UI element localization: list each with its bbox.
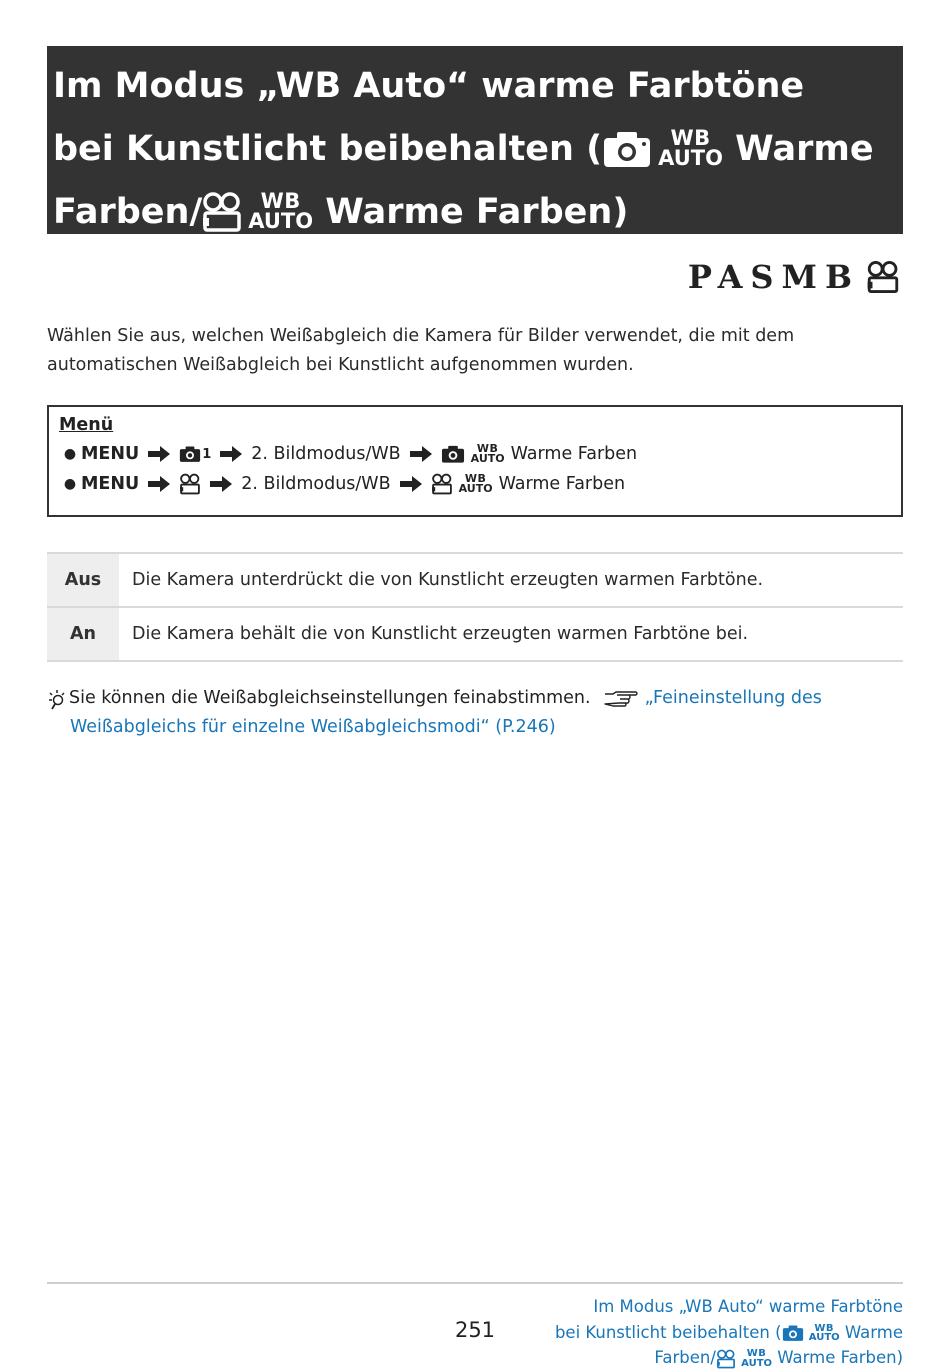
movie-camera-icon: [179, 473, 201, 495]
movie-mode-icon: [866, 260, 900, 294]
menu-keyword: MENU: [81, 474, 140, 494]
menu-title: Menü: [59, 415, 114, 435]
wb-auto-icon: WB AUTO: [458, 471, 493, 495]
arrow-right-icon: [399, 475, 423, 493]
camera-icon: [602, 129, 652, 169]
menu-item: 2. Bildmodus/WB: [251, 444, 401, 464]
pointing-hand-icon: [603, 690, 639, 708]
options-table: [47, 552, 903, 662]
title-line-3: Farben/ WB AUTO Warme Farben): [53, 189, 629, 233]
movie-camera-icon: [716, 1349, 736, 1369]
title-line-2: bei Kunstlicht beibehalten ( WB AUTO Warme: [53, 126, 874, 170]
camera-icon: [179, 445, 201, 463]
title-line-1: Im Modus „WB Auto“ warme Farbtöne: [53, 66, 805, 106]
bullet: ●: [63, 476, 77, 492]
bullet: ●: [63, 446, 77, 462]
movie-camera-icon: [431, 473, 453, 495]
option-key: An: [47, 607, 119, 661]
menu-setting: Warme Farben: [498, 474, 626, 494]
tip-note: [47, 684, 903, 742]
wb-auto-icon: WB AUTO: [741, 1348, 773, 1369]
arrow-right-icon: [147, 475, 171, 493]
menu-path-row: [59, 469, 891, 499]
menu-path-row: [59, 439, 891, 469]
option-description: Die Kamera behält die von Kunstlicht erzeugten warmen Farbtöne bei.: [119, 607, 903, 661]
arrow-right-icon: [409, 445, 433, 463]
menu-setting: Warme Farben: [510, 444, 638, 464]
movie-camera-icon: [202, 191, 242, 233]
camera-tab-number: 1: [202, 446, 212, 462]
arrow-right-icon: [209, 475, 233, 493]
table-row: [47, 553, 903, 607]
intro-text: Wählen Sie aus, welchen Weißabgleich die Kamera für Bilder verwendet, die mit dem automatischen Weißabgleich bei Kunstlicht aufgenommen wurden.: [47, 326, 795, 375]
option-description: Die Kamera unterdrückt die von Kunstlicht erzeugten warmen Farbtöne.: [119, 553, 903, 607]
wb-auto-icon: WB AUTO: [248, 189, 314, 233]
footer-section-link[interactable]: Im Modus „WB Auto“ warme Farbtöne bei Kunstlicht beibehalten ( WB AUTO Warme Farben/ WB AUTO Warme Farben): [554, 1297, 903, 1369]
wb-auto-icon: WB AUTO: [658, 126, 723, 170]
wb-auto-icon: WB AUTO: [470, 441, 505, 465]
menu-keyword: MENU: [81, 444, 140, 464]
footer-divider: [47, 1282, 903, 1284]
reference-link[interactable]: Weißabgleichs für einzelne Weißabgleichsmodi“ (P.246): [70, 717, 556, 737]
table-row: [47, 607, 903, 661]
page-number: 251: [454, 1318, 496, 1342]
tip-icon: [47, 688, 69, 710]
arrow-right-icon: [219, 445, 243, 463]
wb-auto-icon: WB AUTO: [808, 1322, 840, 1343]
shooting-modes: [688, 258, 900, 296]
reference-link[interactable]: „Feineinstellung des: [644, 688, 822, 708]
option-key: Aus: [47, 553, 119, 607]
mode-letters: PASMB: [687, 258, 860, 296]
tip-text: Sie können die Weißabgleichseinstellungen feinabstimmen.: [69, 688, 591, 708]
camera-icon: [782, 1324, 804, 1342]
menu-box: [47, 405, 903, 517]
page-title: [47, 46, 903, 234]
menu-item: 2. Bildmodus/WB: [241, 474, 391, 494]
camera-icon: [441, 444, 465, 464]
arrow-right-icon: [147, 445, 171, 463]
